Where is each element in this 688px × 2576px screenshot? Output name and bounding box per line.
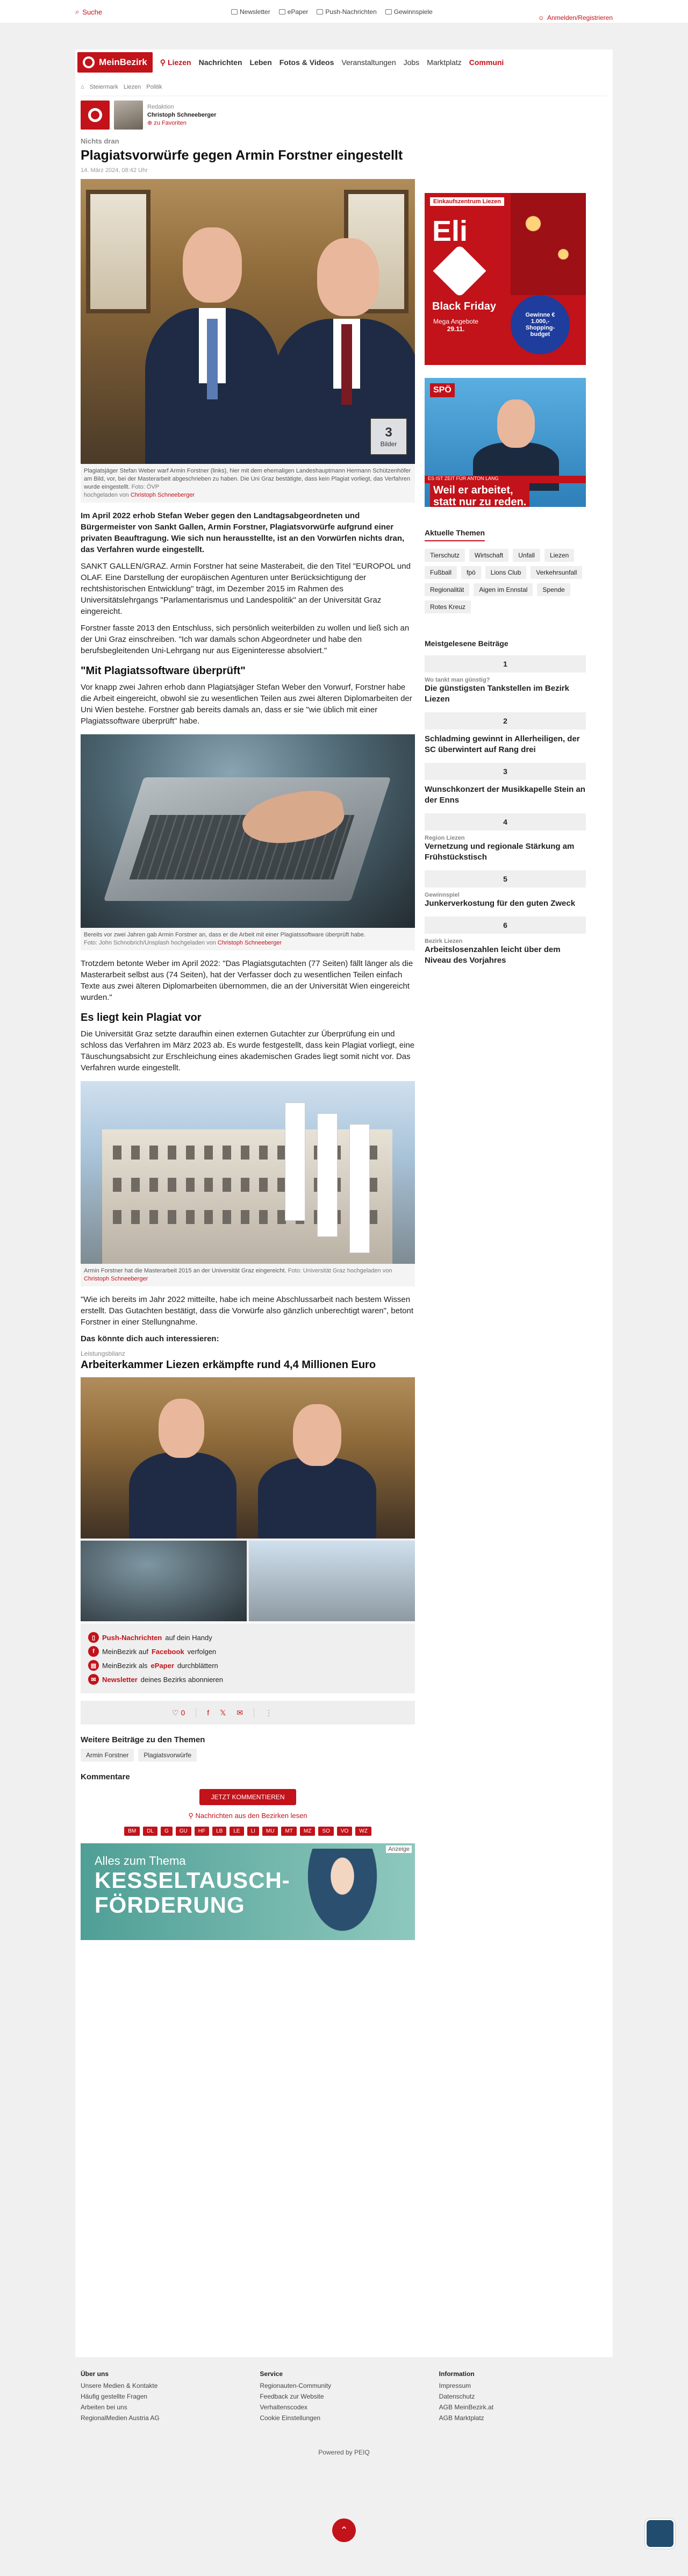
popular-list bbox=[425, 655, 586, 966]
footer-col-service: Service Regionauten-Community Feedback zur Website Verhaltenscodex Cookie Einstellungen bbox=[254, 2370, 433, 2425]
more-options-icon[interactable]: ⋮ bbox=[265, 1708, 273, 1717]
ad-spo[interactable]: SPÖ ES IST ZEIT FÜR ANTON LANG Weil er arbeitet, statt nur zu reden. bbox=[425, 378, 586, 507]
topic-tag[interactable]: Rotes Kreuz bbox=[425, 600, 471, 613]
footer-link[interactable]: AGB MeinBezirk.at bbox=[439, 2403, 494, 2411]
comments-title: Kommentare bbox=[81, 1772, 130, 1781]
scroll-to-top-button[interactable] bbox=[332, 2518, 356, 2542]
topic-tag[interactable]: Fußball bbox=[425, 566, 457, 579]
nav-item-news[interactable]: Nachrichten bbox=[198, 58, 242, 67]
author-name[interactable]: Christoph Schneeberger bbox=[147, 111, 217, 118]
footer-link[interactable]: Verhaltenscodex bbox=[260, 2403, 308, 2411]
bell-icon bbox=[317, 9, 323, 15]
breadcrumb-item[interactable]: Liezen bbox=[123, 84, 141, 90]
district-badge[interactable]: GU bbox=[176, 1827, 191, 1836]
powered-by[interactable]: Powered by PEIQ bbox=[318, 2449, 370, 2456]
logo-ring-icon bbox=[88, 108, 102, 122]
facebook-icon: f bbox=[88, 1646, 99, 1657]
article-paragraph: Die Universität Graz setzte daraufhin einen externen Gutachter zur Überprüfung ein und schloss das Verfahren im März 2023 ab. Es wurde festgestellt, dass kein Plagiat vorliegt, eine Täuschungsabsicht zur Erschleichung eines akademischen Grades liegt somit nicht vor. Das Verfahren wurde eingestellt. bbox=[81, 1029, 415, 1072]
footer-link[interactable]: Unsere Medien & Kontakte bbox=[81, 2382, 158, 2389]
article-paragraph: Trotzdem betonte Weber im April 2022: "Das Plagiatsgutachten (77 Seiten) fällt länger als die Masterarbeit selbst aus (74 Seiten), hat der Verfasser doch zu wesentlichen Teilen einfach Texte aus zwei älteren Diplomarbeiten übernommen, die an der Universität Wien eingereicht wurden." bbox=[81, 959, 413, 1002]
image-caption: Armin Forstner hat die Masterarbeit 2015 an der Universität Graz eingereicht. Foto: Universität Graz hochgeladen von Christoph Schneeberger bbox=[81, 1264, 415, 1286]
person-figure bbox=[145, 222, 280, 464]
laptop-image[interactable] bbox=[81, 734, 415, 928]
like-button[interactable]: ♡ 0 bbox=[172, 1708, 185, 1717]
article-title: Plagiatsvorwürfe gegen Armin Forstner eingestellt bbox=[81, 148, 403, 163]
topic-tag[interactable]: Unfall bbox=[513, 549, 540, 562]
epaper-link[interactable]: ePaper bbox=[279, 8, 309, 16]
article-column bbox=[81, 134, 415, 1940]
district-badge[interactable]: SO bbox=[318, 1827, 333, 1836]
topic-tag[interactable]: Aigen im Ennstal bbox=[474, 583, 533, 596]
search-link[interactable]: ⌕ Suche bbox=[75, 8, 103, 16]
breadcrumb-item[interactable]: Steiermark bbox=[89, 84, 118, 90]
footer-link[interactable]: Impressum bbox=[439, 2382, 471, 2389]
paper-icon: ▤ bbox=[88, 1660, 99, 1671]
uploader-link[interactable]: Christoph Schneeberger bbox=[84, 1276, 148, 1282]
mail-icon: ✉ bbox=[88, 1674, 99, 1685]
footer-link[interactable]: Regionauten-Community bbox=[260, 2382, 332, 2389]
uploader-link[interactable]: Christoph Schneeberger bbox=[217, 940, 282, 946]
topic-tag[interactable]: Liezen bbox=[544, 549, 574, 562]
heart-icon bbox=[433, 245, 486, 298]
article-paragraph: Forstner fasste 2013 den Entschluss, sich persönlich weiterbilden zu wollen und ließ sich an der Uni Graz einschreiben. "Ich war damals schon Abgeordneter und habe den berufsbegleitenden Uni-Lehrgang nur aus Eigeninteresse absolviert." bbox=[81, 624, 410, 655]
footer-link[interactable]: Feedback zur Website bbox=[260, 2393, 324, 2400]
teaser-kicker: Leistungsbilanz bbox=[81, 1350, 125, 1357]
pin-icon: ⚲ bbox=[188, 1812, 196, 1820]
chevron-up-icon: ⌃ bbox=[340, 2524, 348, 2536]
footer-link[interactable]: Arbeiten bei uns bbox=[81, 2403, 127, 2411]
ad-label: Anzeige bbox=[386, 1845, 412, 1853]
epaper-link[interactable]: ▤ MeinBezirk als ePaper durchblättern bbox=[88, 1660, 407, 1671]
facebook-link[interactable]: f MeinBezirk auf Facebook verfolgen bbox=[88, 1646, 407, 1657]
facebook-share-icon[interactable]: f bbox=[207, 1708, 210, 1717]
contests-link[interactable]: Gewinnspiele bbox=[385, 8, 433, 16]
district-badge[interactable]: HF bbox=[195, 1827, 209, 1836]
share-bar bbox=[81, 1701, 415, 1725]
gift-icon bbox=[385, 9, 392, 15]
hero-caption: Plagiatsjäger Stefan Weber warf Armin Forstner (links), hier mit dem ehemaligen Landeshauptmann Hermann Schützenhöfer am Bild, vor, bei der Masterarbeit abgeschrieben zu haben. Die Uni Graz bestätigte, dass kein Plagiat vorliegt, das Verfahren wurde eingestellt. Foto: ÖVP hochgeladen von Christoph Schneeberger bbox=[81, 464, 415, 503]
x-share-icon[interactable]: 𝕏 bbox=[220, 1708, 226, 1717]
district-badge[interactable]: LI bbox=[247, 1827, 259, 1836]
footer bbox=[0, 2357, 688, 2576]
article-lead: Im April 2022 erhob Stefan Weber gegen den Landtagsabgeordneten und Bürgermeister von Sankt Gallen, Armin Forstner, Plagiatsvorwürfe aufgrund einer privaten Beauftragung. Wie sich nun herausstellte, ist an den Vorwürfen nichts dran, das Verfahren wurde eingestellt. bbox=[81, 511, 405, 554]
popular-title: Meistgelesene Beiträge bbox=[425, 639, 508, 648]
user-icon: ☺ bbox=[538, 14, 544, 22]
district-badge[interactable]: G bbox=[161, 1827, 173, 1836]
pin-icon: ⚲ bbox=[160, 58, 166, 67]
teaser-gallery[interactable] bbox=[81, 1377, 415, 1621]
nav-item-life[interactable]: Leben bbox=[249, 58, 272, 67]
page-content bbox=[75, 75, 613, 2371]
topic-tag[interactable]: Plagiatsvorwürfe bbox=[138, 1749, 197, 1762]
image-caption: Bereits vor zwei Jahren gab Armin Forstner an, dass er die Arbeit mit einer Plagiatssoftware überprüft habe. Foto: John Schnobrich/Unsplash hochgeladen von Christoph Schneeberger bbox=[81, 928, 415, 950]
push-box bbox=[81, 1623, 415, 1693]
popular-item[interactable]: 1 Wo tankt man günstig? Die günstigsten Tankstellen im Bezirk Liezen bbox=[425, 655, 586, 705]
nav-item-community[interactable]: Communi bbox=[469, 58, 504, 67]
popular-item[interactable]: 6 Bezirk Liezen Arbeitslosenzahlen leicht über dem Niveau des Vorjahres bbox=[425, 917, 586, 966]
ad-eli-black-friday[interactable]: Einkaufszentrum Liezen Eli Black Friday Mega Angebote 29.11. Gewinne € 1.000,- Shopping-budget bbox=[425, 193, 586, 365]
nav-wrapper bbox=[0, 24, 688, 75]
topic-tag[interactable]: Tierschutz bbox=[425, 549, 465, 562]
article-date: 14. März 2024, 08:42 Uhr bbox=[81, 167, 148, 174]
footer-link[interactable]: RegionalMedien Austria AG bbox=[81, 2414, 160, 2422]
district-badge[interactable]: WZ bbox=[355, 1827, 371, 1836]
current-topics-title: Aktuelle Themen bbox=[425, 528, 485, 541]
nav-item-photos[interactable]: Fotos & Videos bbox=[279, 58, 334, 67]
topic-tag[interactable]: Verkehrsunfall bbox=[531, 566, 582, 579]
newsletter-link[interactable]: Newsletter bbox=[231, 8, 270, 16]
subheading: Es liegt kein Plagiat vor bbox=[81, 1012, 202, 1024]
newsletter-link[interactable]: ✉ Newsletter deines Bezirks abonnieren bbox=[88, 1674, 407, 1685]
district-badge[interactable]: MZ bbox=[300, 1827, 315, 1836]
article-paragraph: "Wie ich bereits im Jahr 2022 mitteilte, habe ich meine Abschlussarbeit nach bestem Wissen erstellt. Das Gutachten bestätigt, dass die Vorwürfe also gänzlich unberechtigt waren", betont Forstner in einer Stellungnahme. bbox=[81, 1295, 414, 1327]
district-badge[interactable]: VO bbox=[337, 1827, 352, 1836]
top-utility-bar bbox=[0, 0, 688, 24]
ad-banner-bottom[interactable]: Anzeige Alles zum Thema KESSELTAUSCH- FÖRDERUNG bbox=[81, 1843, 415, 1940]
site-logo[interactable]: MeinBezirk bbox=[77, 52, 153, 73]
nav-item-jobs[interactable]: Jobs bbox=[403, 58, 420, 67]
topic-tag[interactable]: Lions Club bbox=[485, 566, 527, 579]
uploader-link[interactable]: Christoph Schneeberger bbox=[130, 492, 195, 498]
publisher-logo[interactable] bbox=[81, 101, 110, 130]
comment-button[interactable]: JETZT KOMMENTIEREN bbox=[199, 1789, 296, 1805]
topic-tag[interactable]: Regionalität bbox=[425, 583, 469, 596]
phone-icon: ▯ bbox=[88, 1632, 99, 1643]
district-badges bbox=[81, 1827, 415, 1836]
main-nav bbox=[75, 49, 613, 75]
plus-icon: ⊕ bbox=[147, 119, 154, 126]
logo-ring-icon bbox=[83, 56, 95, 68]
mail-share-icon[interactable]: ✉ bbox=[236, 1708, 243, 1717]
popular-item[interactable]: 5 Gewinnspiel Junkerverkostung für den guten Zweck bbox=[425, 870, 586, 909]
subheading: "Mit Plagiatssoftware überprüft" bbox=[81, 665, 246, 677]
districts-link[interactable]: ⚲ Nachrichten aus den Bezirken lesen bbox=[188, 1812, 307, 1820]
district-badge[interactable]: LB bbox=[212, 1827, 226, 1836]
popular-item[interactable]: 4 Region Liezen Vernetzung und regionale Stärkung am Frühstückstisch bbox=[425, 813, 586, 863]
topic-tag[interactable]: fpö bbox=[461, 566, 481, 579]
related-heading: Das könnte dich auch interessieren: bbox=[81, 1334, 219, 1343]
article-paragraph: Vor knapp zwei Jahren erhob dann Plagiatsjäger Stefan Weber den Vorwurf, Forstner habe die Arbeit eingereicht, obwohl sie zu wesentlichen Teilen aus zwei älteren Diplomarbeiten der Uni Wien bestehe. Forstner gab bereits damals an, dass er sie "wie üblich mit einer Plagiatssoftware überprüft" habe. bbox=[81, 683, 412, 726]
window-decor bbox=[86, 190, 150, 313]
district-badge[interactable]: MT bbox=[281, 1827, 296, 1836]
login-link[interactable]: ☺ Anmelden/Registrieren bbox=[538, 14, 613, 22]
breadcrumb-item[interactable]: Politik bbox=[146, 84, 162, 90]
top-links bbox=[231, 8, 433, 16]
mail-icon bbox=[231, 9, 238, 15]
chat-widget-button[interactable] bbox=[645, 2518, 675, 2549]
nav-item-events[interactable]: Veranstaltungen bbox=[341, 58, 396, 67]
topic-tag[interactable]: Armin Forstner bbox=[81, 1749, 134, 1762]
footer-link[interactable]: Datenschutz bbox=[439, 2393, 475, 2400]
topic-tags bbox=[81, 1749, 415, 1762]
footer-col-about: Über uns Unsere Medien & Kontakte Häufig gestellte Fragen Arbeiten bei uns RegionalMedien Austria AG bbox=[75, 2370, 254, 2425]
home-icon[interactable]: ⌂ bbox=[81, 84, 84, 90]
search-icon: ⌕ bbox=[75, 8, 80, 16]
district-badge[interactable]: BM bbox=[124, 1827, 140, 1836]
district-badge[interactable]: LE bbox=[230, 1827, 243, 1836]
author-role: Redaktion bbox=[147, 103, 174, 110]
author-avatar[interactable] bbox=[114, 101, 143, 130]
paper-icon bbox=[279, 9, 285, 15]
nav-item-market[interactable]: Marktplatz bbox=[427, 58, 462, 67]
push-link[interactable]: Push-Nachrichten bbox=[317, 8, 376, 16]
article-kicker: Nichts dran bbox=[81, 137, 119, 145]
footer-col-info: Information Impressum Datenschutz AGB MeinBezirk.at AGB Marktplatz bbox=[434, 2370, 613, 2425]
breadcrumb bbox=[81, 81, 607, 96]
popular-item[interactable]: 3 Wunschkonzert der Musikkapelle Stein an der Enns bbox=[425, 763, 586, 806]
author-box bbox=[81, 96, 607, 134]
university-image[interactable] bbox=[81, 1081, 415, 1264]
topic-tag[interactable]: Spende bbox=[537, 583, 570, 596]
teaser-title[interactable]: Arbeiterkammer Liezen erkämpfte rund 4,4 Millionen Euro bbox=[81, 1359, 376, 1371]
footer-link[interactable]: AGB Marktplatz bbox=[439, 2414, 484, 2422]
ad-person-image bbox=[302, 1849, 383, 1940]
sidebar bbox=[425, 134, 586, 1940]
district-badge[interactable]: MU bbox=[262, 1827, 278, 1836]
push-notifications-link[interactable]: ▯ Push-Nachrichten auf dein Handy bbox=[88, 1632, 407, 1643]
district-badge[interactable]: DL bbox=[143, 1827, 157, 1836]
location-selector[interactable]: ⚲ Liezen bbox=[160, 58, 191, 67]
popular-item[interactable]: 2 Schladming gewinnt in Allerheiligen, der SC überwintert auf Rang drei bbox=[425, 712, 586, 755]
more-topics-title: Weitere Beiträge zu den Themen bbox=[81, 1735, 205, 1744]
gallery-counter[interactable]: 3 Bilder bbox=[370, 418, 407, 455]
favorite-button[interactable]: ⊕ zu Favoriten bbox=[147, 119, 187, 126]
topic-tag[interactable]: Wirtschaft bbox=[469, 549, 508, 562]
hero-image[interactable] bbox=[81, 179, 415, 464]
footer-link[interactable]: Häufig gestellte Fragen bbox=[81, 2393, 148, 2400]
article-paragraph: SANKT GALLEN/GRAZ. Armin Forstner hat seine Masterabeit, die den Titel "EUROPOL und OLAF. Eine Darstellung der europäischen Agenturen unter Berücksichtigung der rechtshistorischen Entwicklung" trägt, im Dezember 2015 im Rahmen des Universitätslehrgangs "Parlamentarismus und Landespolitik" an der Universität Graz eingereicht. bbox=[81, 562, 411, 616]
footer-link[interactable]: Cookie Einstellungen bbox=[260, 2414, 321, 2422]
current-topics bbox=[425, 549, 586, 613]
